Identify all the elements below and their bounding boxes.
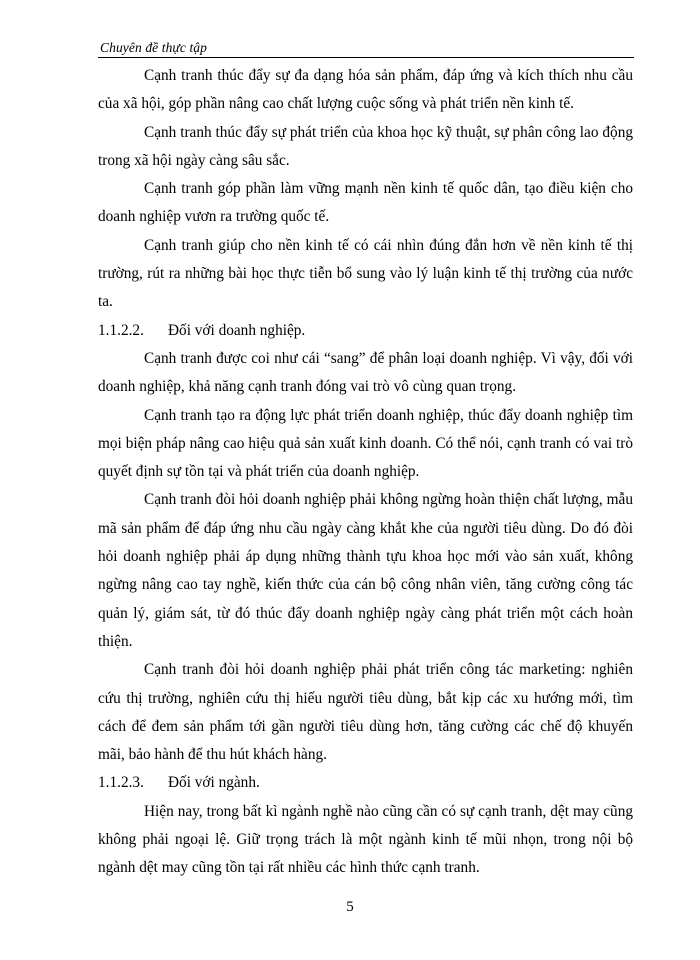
paragraph-9: Hiện nay, trong bất kì ngành nghề nào cũng cần có sự cạnh tranh, dệt may cũng không phải ngoại lệ. Giữ trọng trách là một ngành kinh tế mũi nhọn, trong nội bộ ngành dệt may cũng tồn tại rất nhiều các hình thức cạnh tranh. — [98, 802, 633, 877]
paragraph-3: Cạnh tranh góp phần làm vững mạnh nền kinh tế quốc dân, tạo điều kiện cho doanh nghiệp vươn ra trường quốc tế. — [98, 180, 633, 226]
header-rule — [98, 57, 634, 58]
paragraph-4: Cạnh tranh giúp cho nền kinh tế có cái nhìn đúng đắn hơn về nền kinh tế thị trường, rút ra những bài học thực tiễn bổ sung vào lý luận kinh tế thị trường của nước ta. — [98, 236, 633, 311]
section-number: 1.1.2.2. — [98, 321, 144, 339]
page-number: 5 — [346, 899, 354, 915]
section-number: 1.1.2.3. — [98, 774, 144, 792]
paragraph-1: Cạnh tranh thúc đẩy sự đa dạng hóa sản phẩm, đáp ứng và kích thích nhu cầu của xã hội, góp phần nâng cao chất lượng cuộc sống và phát triển nền kinh tế. — [98, 67, 633, 113]
section-heading-1-1-2-3 — [98, 769, 633, 797]
paragraph-5: Cạnh tranh được coi như cái “sang” để phân loại doanh nghiệp. Vì vậy, đối với doanh nghiệp, khả năng cạnh tranh đóng vai trò vô cùng quan trọng. — [98, 349, 633, 396]
paragraph-2: Cạnh tranh thúc đẩy sự phát triển của khoa học kỹ thuật, sự phân công lao động trong xã hội ngày càng sâu sắc. — [98, 123, 633, 169]
paragraph-6: Cạnh tranh tạo ra động lực phát triển doanh nghiệp, thúc đẩy doanh nghiệp tìm mọi biện pháp nâng cao hiệu quả sản xuất kinh doanh. Có thể nói, cạnh tranh có vai trò quyết định sự tồn tại và phát triển của doanh nghiệp. — [98, 406, 633, 481]
section-heading-1-1-2-2 — [98, 317, 633, 345]
section-title: Đối với doanh nghiệp. — [168, 321, 306, 339]
document-body — [98, 62, 633, 883]
paragraph-8: Cạnh tranh đòi hỏi doanh nghiệp phải phát triển công tác marketing: nghiên cứu thị trường, nghiên cứu thị hiếu người tiêu dùng, bắt kịp các xu hướng mới, tìm cách để đem sản phẩm tới gần người tiêu dùng hơn, tăng cường các chế độ khuyến mãi, bảo hành để thu hút khách hàng. — [98, 661, 633, 764]
section-title: Đối với ngành. — [168, 774, 260, 792]
paragraph-7: Cạnh tranh đòi hỏi doanh nghiệp phải không ngừng hoàn thiện chất lượng, mẫu mã sản phẩm để đáp ứng nhu cầu ngày càng khắt khe của người tiêu dùng. Do đó đòi hỏi doanh nghiệp phải áp dụng những thành tựu khoa học mới vào sản xuất, không ngừng nâng cao tay nghề, kiến thức của cán bộ công nhân viên, tăng cường công tác quản lý, giám sát, từ đó thúc đẩy doanh nghiệp ngày càng phát triển một cách hoàn thiện. — [98, 491, 633, 650]
running-header: Chuyên đề thực tập — [100, 40, 208, 55]
